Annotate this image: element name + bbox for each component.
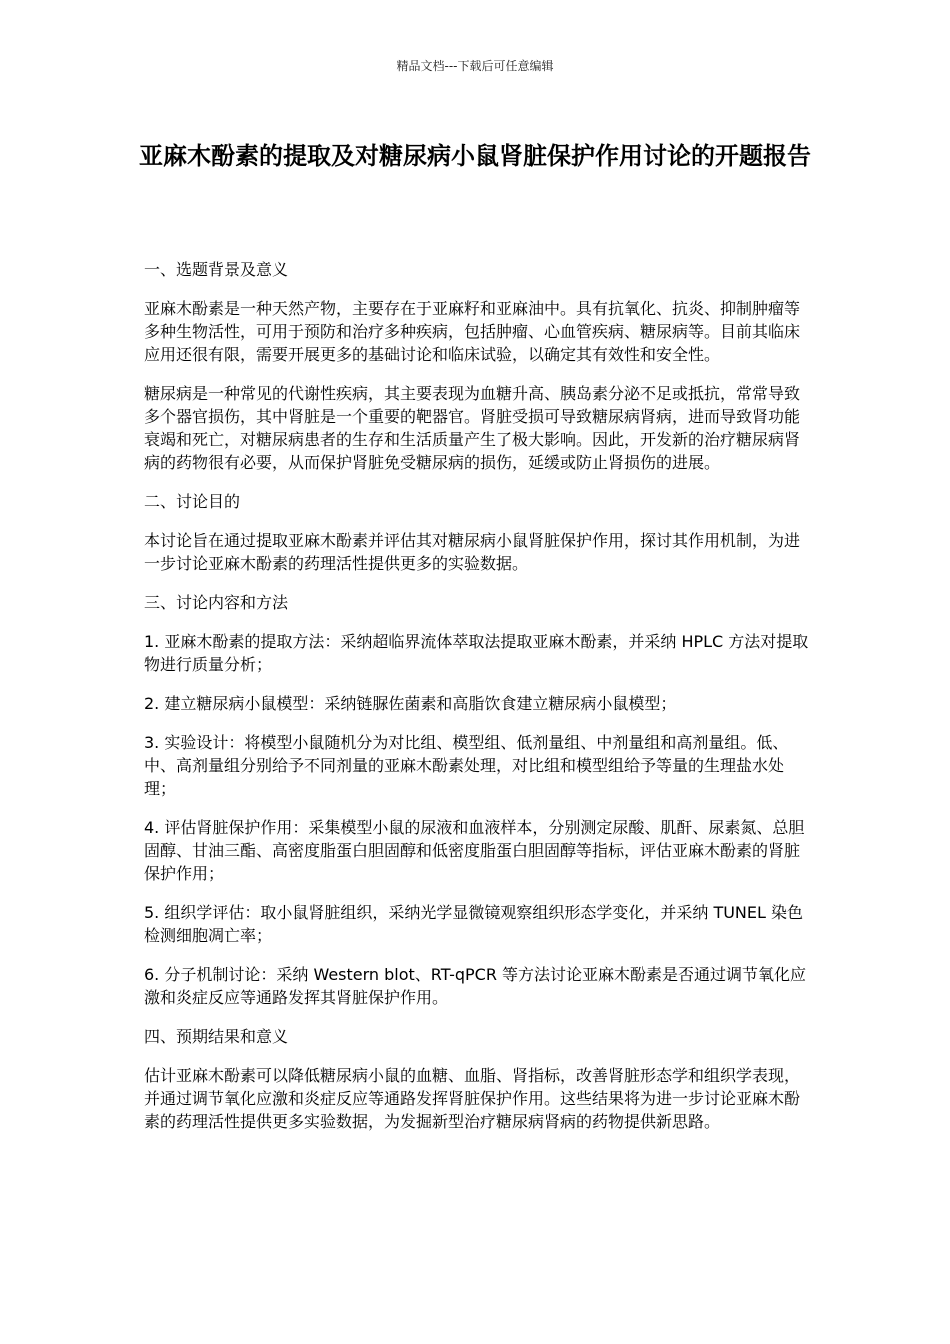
method-item: 3. 实验设计：将模型小鼠随机分为对比组、模型组、低剂量组、中剂量组和高剂量组。低、中、高剂量组分别给予不同剂量的亚麻木酚素处理，对比组和模型组给予等量的生理盐水处理； [144, 733, 789, 798]
header-note: 精品文档---下载后可任意编辑 [396, 59, 554, 73]
paragraph: 估计亚麻木酚素可以降低糖尿病小鼠的血糖、血脂、肾指标，改善肾脏形态学和组织学表现，并通过调节氧化应激和炎症反应等通路发挥肾脏保护作用。这些结果将为进一步讨论亚麻木酚素的药理活性提供更多实验数据，为发掘新型治疗糖尿病肾病的药物提供新思路。 [144, 1066, 801, 1131]
paragraph: 亚麻木酚素是一种天然产物，主要存在于亚麻籽和亚麻油中。具有抗氧化、抗炎、抑制肿瘤等多种生物活性，可用于预防和治疗多种疾病，包括肿瘤、心血管疾病、糖尿病等。目前其临床应用还很有限，需要开展更多的基础讨论和临床试验，以确定其有效性和安全性。 [144, 299, 801, 364]
method-item: 1. 亚麻木酚素的提取方法：采纳超临界流体萃取法提取亚麻木酚素，并采纳 HPLC 方法对提取物进行质量分析； [144, 632, 809, 674]
section-heading-results: 四、预期结果和意义 [144, 1027, 289, 1046]
section-heading-background: 一、选题背景及意义 [144, 260, 289, 279]
method-item: 5. 组织学评估：取小鼠肾脏组织，采纳光学显微镜观察组织形态学变化，并采纳 TUNEL 染色检测细胞凋亡率； [144, 903, 804, 945]
method-item: 2. 建立糖尿病小鼠模型：采纳链脲佐菌素和高脂饮食建立糖尿病小鼠模型； [144, 694, 677, 713]
section-heading-purpose: 二、讨论目的 [144, 492, 241, 511]
document-body [144, 258, 814, 1149]
method-item: 4. 评估肾脏保护作用：采集模型小鼠的尿液和血液样本，分别测定尿酸、肌酐、尿素氮、总胆固醇、甘油三酯、高密度脂蛋白胆固醇和低密度脂蛋白胆固醇等指标，评估亚麻木酚素的肾脏保护作用； [144, 818, 805, 883]
paragraph: 糖尿病是一种常见的代谢性疾病，其主要表现为血糖升高、胰岛素分泌不足或抵抗，常常导致多个器官损伤，其中肾脏是一个重要的靶器官。肾脏受损可导致糖尿病肾病，进而导致肾功能衰竭和死亡，对糖尿病患者的生存和生活质量产生了极大影响。因此，开发新的治疗糖尿病肾病的药物很有必要，从而保护肾脏免受糖尿病的损伤，延缓或防止肾损伤的进展。 [144, 384, 801, 472]
paragraph: 本讨论旨在通过提取亚麻木酚素并评估其对糖尿病小鼠肾脏保护作用，探讨其作用机制，为进一步讨论亚麻木酚素的药理活性提供更多的实验数据。 [144, 531, 801, 573]
section-heading-methods: 三、讨论内容和方法 [144, 593, 289, 612]
document-title: 亚麻木酚素的提取及对糖尿病小鼠肾脏保护作用讨论的开题报告 [139, 142, 811, 170]
method-item: 6. 分子机制讨论：采纳 Western blot、RT-qPCR 等方法讨论亚麻木酚素是否通过调节氧化应激和炎症反应等通路发挥其肾脏保护作用。 [144, 965, 807, 1007]
